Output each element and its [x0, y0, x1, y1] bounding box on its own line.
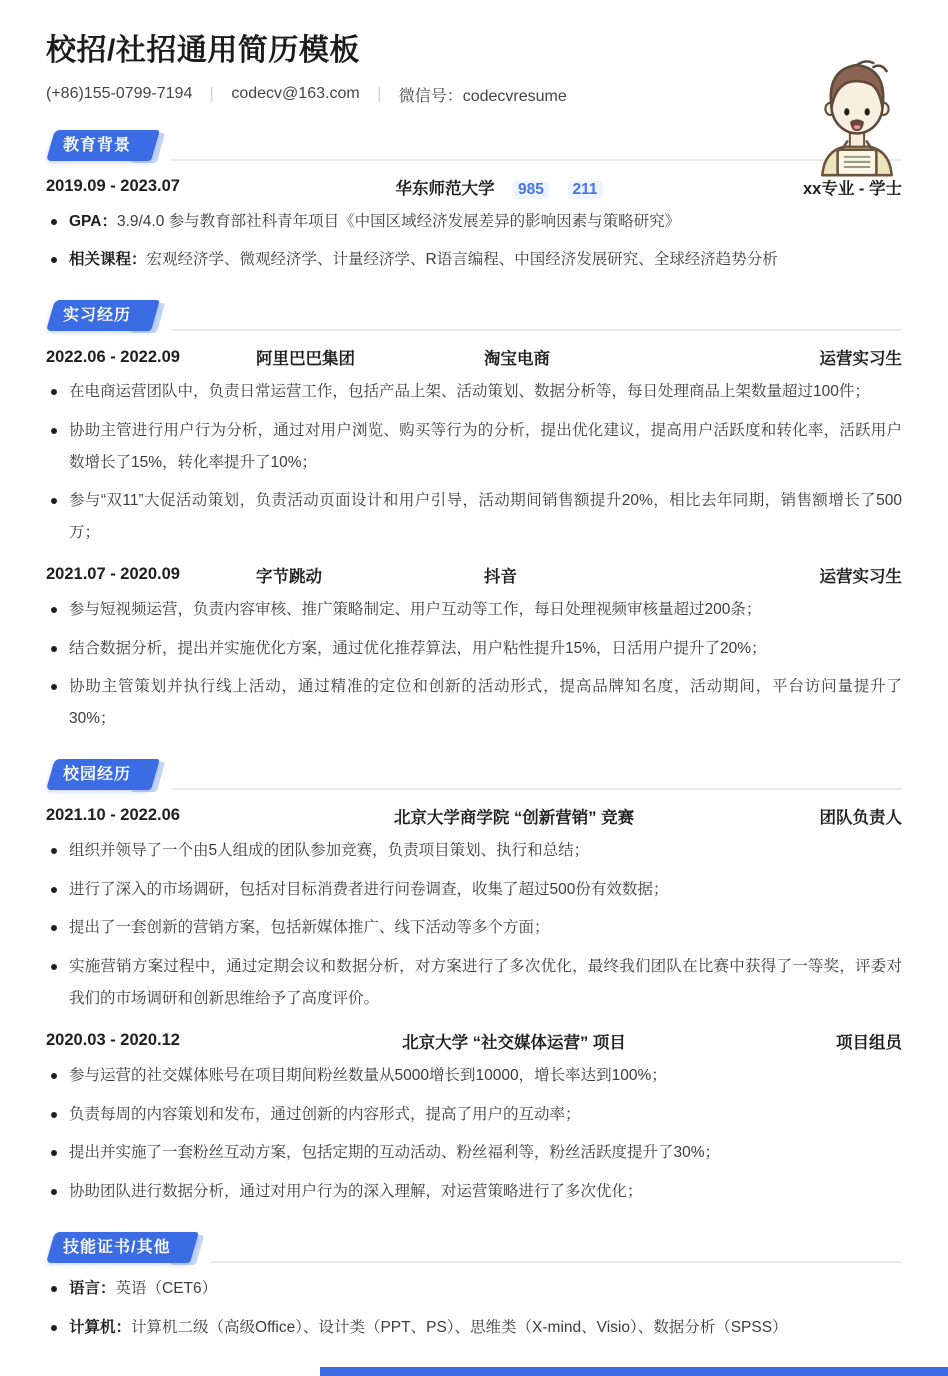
bullet-item: 结合数据分析，提出并实施优化方案，通过优化推荐算法，用户粘性提升15%，日活用户提升了20%；: [46, 633, 902, 665]
entry-title: 北京大学 “社交媒体运营” 项目: [402, 1033, 626, 1052]
school-name: 华东师范大学: [395, 179, 495, 198]
entry-role: 运营实习生: [819, 350, 902, 369]
education-degree: xx专业 - 学士: [802, 179, 902, 198]
bullet-item: 计算机：计算机二级（高级Office）、设计类（PPT、PS）、思维类（X-mind、Visio）、数据分析（SPSS）: [46, 1312, 902, 1344]
section-title-education: 教育背景: [63, 136, 132, 154]
campus-bullet-list: [46, 835, 902, 1015]
contact-separator: ｜: [204, 86, 220, 104]
section-divider: [171, 329, 902, 331]
entry-dates: 2020.03 - 2020.12: [46, 1031, 180, 1050]
bullet-label: GPA：: [69, 212, 117, 230]
bullet-label: 语言：: [69, 1279, 116, 1297]
bullet-item: 参与运营的社交媒体账号在项目期间粉丝数量从5000增长到10000，增长率达到100%；: [46, 1060, 902, 1092]
section-badge: [46, 759, 155, 790]
tag-985: 985: [513, 181, 549, 199]
email-address: codecv@163.com: [231, 85, 360, 102]
skills-bullet-list: [46, 1273, 902, 1344]
entry-role: 项目组员: [836, 1033, 902, 1052]
bullet-item: 进行了深入的市场调研，包括对目标消费者进行问卷调查，收集了超过500份有效数据；: [46, 874, 902, 906]
campus-entry-head: [46, 1029, 902, 1053]
bullet-item: 在电商运营团队中，负责日常运营工作，包括产品上架、活动策划、数据分析等，每日处理商品上架数量超过100件；: [46, 376, 902, 408]
entry-title: 北京大学商学院 “创新营销” 竞赛: [393, 808, 635, 827]
section-badge: [46, 130, 155, 161]
internship-entry-head: [46, 345, 902, 369]
section-divider: [171, 788, 902, 790]
internship-entry-head: [46, 563, 902, 587]
bullet-item: 实施营销方案过程中，通过定期会议和数据分析，对方案进行了多次优化，最终我们团队在比赛中获得了一等奖，评委对我们的市场调研和创新思维给予了高度评价。: [46, 951, 902, 1015]
section-header-campus: [46, 759, 902, 790]
section-title-campus: 校园经历: [63, 765, 132, 783]
bullet-item: 相关课程：宏观经济学、微观经济学、计量经济学、R语言编程、中国经济发展研究、全球经济趋势分析: [46, 244, 902, 276]
section-header-skills: [46, 1232, 902, 1263]
section-divider: [171, 159, 902, 161]
bullet-label: 计算机：: [69, 1318, 132, 1336]
phone-number: (+86)155-0799-7194: [46, 85, 193, 102]
entry-dates: 2021.07 - 2020.09: [46, 565, 180, 584]
section-badge: [46, 1232, 194, 1263]
internship-bullet-list: [46, 376, 902, 549]
bullet-item: 协助主管进行用户行为分析，通过对用户浏览、购买等行为的分析，提出优化建议，提高用户活跃度和转化率，活跃用户数增长了15%，转化率提升了10%；: [46, 415, 902, 479]
section-title-skills: 技能证书/其他: [63, 1238, 171, 1256]
bullet-item: GPA：3.9/4.0 参与教育部社科青年项目《中国区域经济发展差异的影响因素与策略研究》: [46, 206, 902, 238]
entry-role: 团队负责人: [819, 808, 902, 827]
footer-accent-bar: [320, 1367, 948, 1376]
avatar-image: [806, 50, 908, 178]
education-school-line: [256, 175, 742, 199]
education-entry-head: [46, 175, 902, 199]
section-title-internship: 实习经历: [63, 307, 132, 325]
contact-line: [46, 83, 902, 106]
section-badge: [46, 300, 155, 331]
entry-dept: 淘宝电商: [484, 350, 550, 369]
tag-211: 211: [568, 181, 603, 199]
bullet-item: 提出了一套创新的营销方案，包括新媒体推广、线下活动等多个方面；: [46, 912, 902, 944]
entry-company: 阿里巴巴集团: [256, 350, 355, 369]
campus-bullet-list: [46, 1060, 902, 1208]
cartoon-boy-icon: [806, 50, 908, 178]
bullet-item: 协助团队进行数据分析，通过对用户行为的深入理解，对运营策略进行了多次优化；: [46, 1176, 902, 1208]
bullet-item: 组织并领导了一个由5人组成的团队参加竞赛，负责项目策划、执行和总结；: [46, 835, 902, 867]
education-dates: 2019.09 - 2023.07: [46, 177, 180, 195]
entry-role: 运营实习生: [819, 567, 902, 586]
section-header-internship: [46, 300, 902, 331]
bullet-item: 协助主管策划并执行线上活动，通过精准的定位和创新的活动形式，提高品牌知名度，活动期间，平台访问量提升了30%；: [46, 671, 902, 735]
section-divider: [210, 1261, 902, 1263]
bullet-item: 负责每周的内容策划和发布，通过创新的内容形式，提高了用户的互动率；: [46, 1099, 902, 1131]
bullet-item: 提出并实施了一套粉丝互动方案，包括定期的互动活动、粉丝福利等，粉丝活跃度提升了30%；: [46, 1137, 902, 1169]
bullet-item: 参与“双11”大促活动策划，负责活动页面设计和用户引导，活动期间销售额提升20%，相比去年同期，销售额增长了500万；: [46, 485, 902, 549]
bullet-item: 参与短视频运营，负责内容审核、推广策略制定、用户互动等工作，每日处理视频审核量超过200条；: [46, 594, 902, 626]
bullet-item: 语言：英语（CET6）: [46, 1273, 902, 1305]
entry-dates: 2021.10 - 2022.06: [46, 806, 180, 825]
entry-dept: 抖音: [484, 567, 517, 586]
entry-company: 字节跳动: [256, 567, 322, 586]
campus-entry-head: [46, 804, 902, 828]
page-title: 校招/社招通用简历模板: [46, 34, 360, 67]
entry-dates: 2022.06 - 2022.09: [46, 347, 180, 366]
wechat-id: 微信号：codecvresume: [398, 87, 567, 105]
education-bullet-list: [46, 206, 902, 277]
internship-bullet-list: [46, 594, 902, 735]
section-header-education: [46, 130, 902, 161]
contact-separator: ｜: [371, 86, 387, 104]
bullet-label: 相关课程：: [69, 251, 147, 269]
